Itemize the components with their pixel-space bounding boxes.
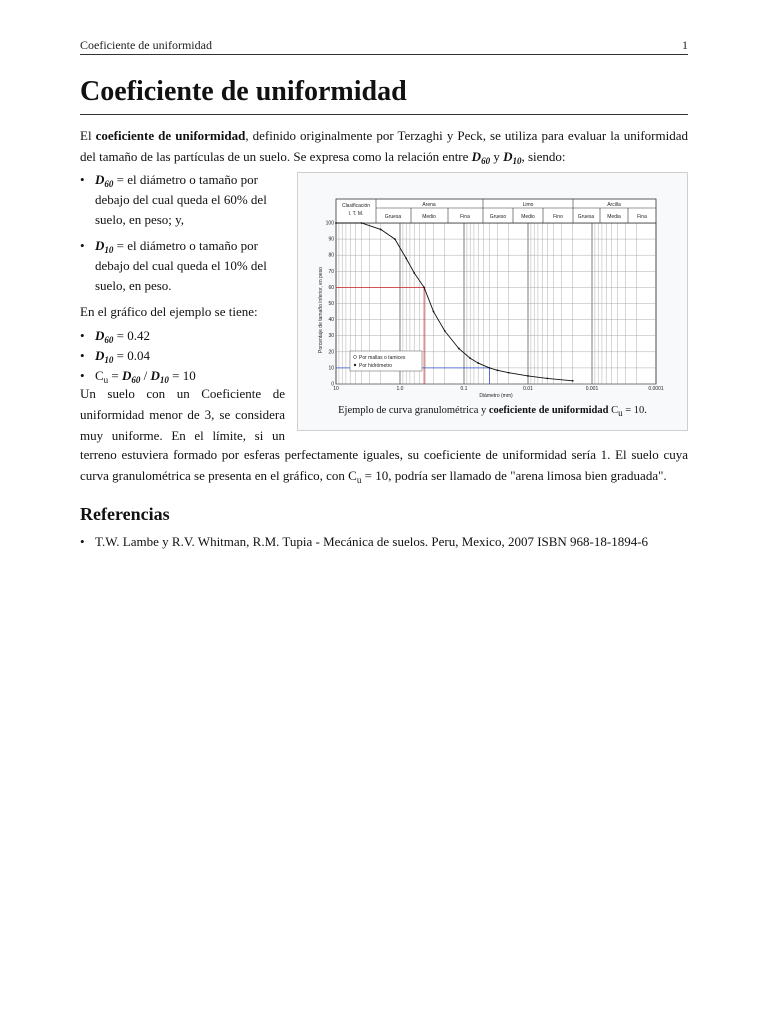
- curve-point: [413, 272, 415, 274]
- cu-subscript: u: [103, 375, 109, 385]
- grading-curve-chart: [298, 173, 687, 401]
- curve-point: [572, 380, 574, 382]
- example-intro: En el gráfico del ejemplo se tiene:: [80, 304, 258, 319]
- intro-subscript: 60: [481, 156, 491, 166]
- curve-point: [405, 258, 407, 260]
- subgroup-label: Fina: [460, 214, 470, 220]
- group-arcilla: Arcilla: [607, 202, 621, 208]
- ex-symbol: D: [150, 368, 160, 383]
- intro-paragraph: [80, 125, 688, 167]
- ex-subscript: 60: [131, 375, 141, 385]
- list-item: [80, 170, 275, 230]
- y-tick-label: 30: [328, 333, 334, 340]
- y-tick-label: 50: [328, 301, 334, 307]
- running-header-title: Coeficiente de uniformidad: [80, 38, 212, 52]
- ex-symbol: D: [122, 368, 132, 383]
- group-arena: Arena: [422, 202, 436, 208]
- def-subscript: 10: [104, 245, 114, 255]
- intro-text: El: [80, 128, 96, 143]
- cu-value: = 10: [168, 368, 196, 383]
- figure-thumbnail[interactable]: [297, 172, 688, 431]
- x-axis-label: Diámetro (mm): [479, 393, 513, 399]
- curve-point: [361, 222, 363, 224]
- d60-value: = 0.42: [113, 328, 150, 343]
- list-item: [80, 236, 275, 296]
- intro-symbol: D: [503, 149, 513, 164]
- subgroup-label: Grueso: [489, 214, 507, 220]
- x-tick-label: 0.001: [585, 386, 599, 392]
- caption-bold: coeficiente de uniformidad: [488, 405, 609, 416]
- uniformity-paragraph-part1: Un suelo con un Coeficiente de uniformidad menor de 3, se considera muy uniforme. En el límite, si un: [80, 386, 285, 443]
- paragraph-text: terreno estuviera formado por esferas perfectamente iguales, su coeficiente de uniformidad sería 1. El suelo cuya curva granulométrica se presenta en el gráfico, con C: [80, 447, 688, 483]
- definition-list: [80, 170, 275, 296]
- legend-item: Por hidrómetro: [359, 363, 393, 369]
- group-limo: Limo: [522, 202, 534, 208]
- y-tick-label: 60: [328, 284, 334, 291]
- figure-caption: [298, 405, 687, 416]
- page-title: Coeficiente de uniformidad: [80, 76, 688, 115]
- subgroup-label: Gruesa: [384, 214, 402, 220]
- def-text: = el diámetro o tamaño por debajo del cual queda el 10% del suelo, en peso.: [95, 238, 267, 293]
- x-tick-label: 0.1: [460, 386, 468, 392]
- y-axis-label: Porcentaje de tamaño inferior, en peso: [318, 267, 324, 353]
- subgroup-label: Fino: [553, 214, 563, 220]
- ex-subscript: 10: [159, 375, 169, 385]
- curve-point: [394, 238, 396, 240]
- caption-text: = 10.: [622, 405, 647, 416]
- curve-point: [546, 377, 548, 379]
- example-list: [80, 326, 275, 386]
- def-text: = el diámetro o tamaño por debajo del cual queda el 60% del suelo, en peso; y,: [95, 172, 267, 227]
- curve-point: [423, 287, 425, 289]
- list-item: [80, 346, 275, 366]
- curve-point: [527, 375, 529, 377]
- intro-text: , definido originalmente por Terzaghi y Peck, se utiliza para evaluar la uniformidad del tamaño de las partículas de un suelo. Se expresa como la relación entre: [80, 128, 688, 164]
- y-tick-label: 20: [328, 349, 334, 356]
- y-tick-label: 10: [328, 365, 334, 372]
- curve-point: [497, 369, 499, 371]
- list-item: [80, 326, 275, 346]
- intro-text: y: [490, 149, 504, 164]
- y-tick-label: 0: [331, 381, 334, 388]
- definitions-column: [80, 170, 275, 386]
- paragraph-text: = 10, podría ser llamado de "arena limosa bien graduada".: [361, 468, 667, 483]
- caption-subscript: u: [618, 408, 623, 418]
- y-tick-label: 90: [328, 236, 334, 243]
- curve-point: [335, 222, 337, 224]
- curve-point: [477, 362, 479, 364]
- x-tick-labels: [333, 386, 664, 392]
- legend-dot-icon: [354, 364, 356, 366]
- y-tick-label: 70: [328, 268, 334, 275]
- def-symbol: D: [95, 172, 105, 187]
- y-tick-label: 80: [328, 252, 334, 259]
- ex-subscript: 10: [104, 355, 114, 365]
- subgroup-label: Gruesa: [577, 214, 595, 220]
- y-tick-label: 100: [325, 220, 334, 227]
- curve-point: [444, 330, 446, 332]
- ex-symbol: D: [95, 348, 105, 363]
- curve-point: [458, 348, 460, 350]
- intro-symbol: D: [471, 149, 482, 164]
- uniformity-paragraph-part2: [80, 444, 688, 486]
- caption-text: C: [608, 405, 619, 416]
- x-tick-label: 10: [333, 386, 339, 392]
- intro-bold-term: coeficiente de uniformidad: [95, 128, 246, 143]
- reference-item: • T.W. Lambe y R.V. Whitman, R.M. Tupia - Mecánica de suelos. Peru, Mexico, 2007 ISBN 968-18-1894-6: [80, 532, 688, 552]
- references-section: [80, 532, 688, 558]
- d10-value: = 0.04: [113, 348, 150, 363]
- def-symbol: D: [95, 238, 105, 253]
- page-number: 1: [682, 38, 688, 52]
- ex-symbol: D: [95, 328, 105, 343]
- cu-subscript: u: [356, 475, 362, 485]
- equals-sign: =: [108, 368, 123, 383]
- x-tick-label: 0.01: [523, 386, 533, 392]
- division-slash: /: [140, 368, 151, 383]
- intro-subscript: 10: [512, 156, 522, 166]
- subgroup-label: Fina: [637, 214, 647, 220]
- subgroup-label: Media: [607, 214, 621, 220]
- subgroup-label: Medio: [422, 214, 436, 220]
- references-list: [80, 532, 688, 552]
- cu-symbol: C: [95, 368, 104, 383]
- legend-item: Por mallas o tamices: [359, 355, 406, 361]
- y-tick-label: 40: [328, 317, 334, 324]
- x-tick-label: 0.0001: [648, 386, 664, 392]
- curve-point: [489, 367, 491, 369]
- y-tick-labels: [326, 221, 335, 388]
- curve-point: [508, 372, 510, 374]
- def-subscript: 60: [104, 179, 114, 189]
- curve-point: [469, 357, 471, 359]
- references-heading: Referencias: [80, 504, 170, 524]
- curve-point: [380, 229, 382, 231]
- class-header-line1: Clasificación: [341, 203, 371, 209]
- ex-subscript: 60: [104, 335, 114, 345]
- x-tick-label: 1.0: [396, 386, 404, 392]
- curve-point: [433, 311, 435, 313]
- caption-text: Ejemplo de curva granulométrica y: [338, 405, 489, 416]
- intro-text: , siendo:: [521, 149, 566, 164]
- class-header-line2: I. T. M.: [348, 211, 364, 217]
- subgroup-label: Medio: [521, 214, 535, 220]
- running-header: [80, 38, 688, 55]
